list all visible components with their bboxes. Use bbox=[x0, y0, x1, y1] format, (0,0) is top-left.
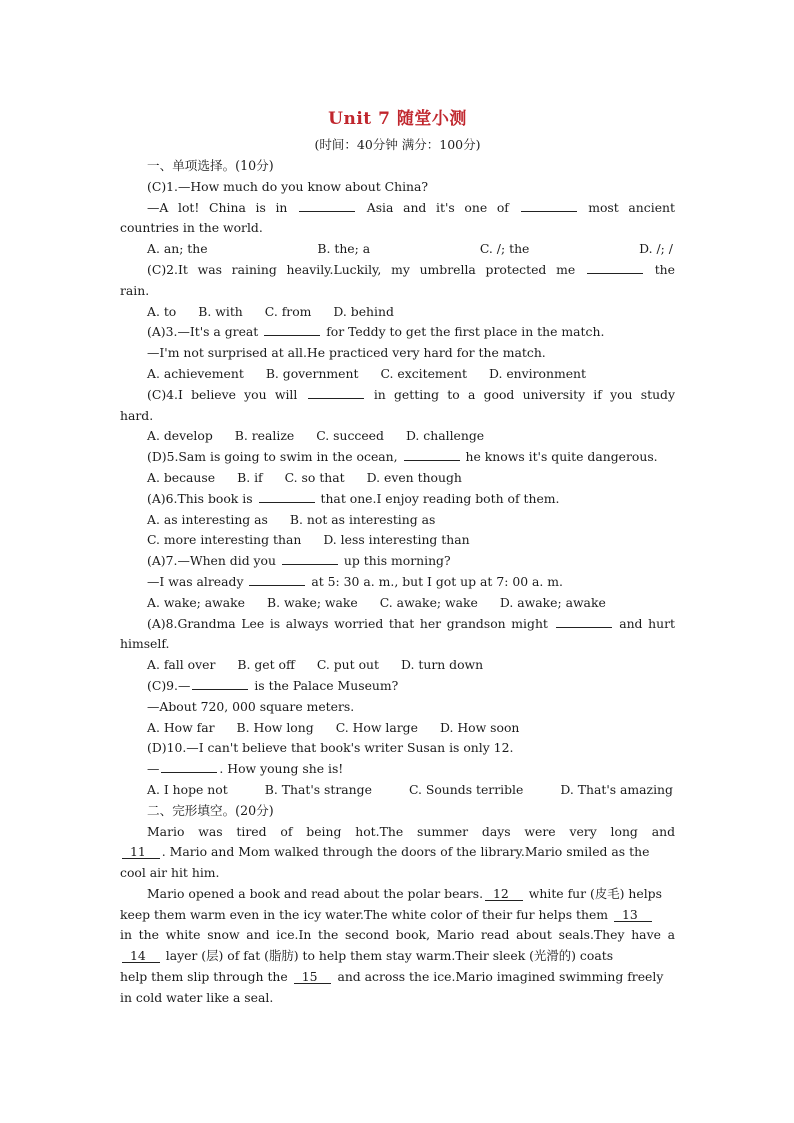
option: B. get off bbox=[237, 657, 295, 673]
option: C. awake; wake bbox=[379, 594, 478, 610]
option: A. develop bbox=[147, 428, 213, 444]
q7-stem: (A)7.—When did you up this morning? bbox=[147, 553, 451, 569]
option: A. as interesting as bbox=[147, 511, 268, 527]
option: D. behind bbox=[333, 303, 394, 319]
option: B. That's strange bbox=[264, 781, 372, 797]
option: A. fall over bbox=[147, 657, 216, 673]
q7-options bbox=[120, 593, 675, 614]
section-1-heading: 一、单项选择。(10分) bbox=[147, 158, 274, 173]
option: A. to bbox=[147, 303, 177, 319]
q2-stem: (C)2.It was raining heavily.Luckily, my umbrella protected me the bbox=[147, 261, 675, 277]
blank bbox=[259, 490, 315, 503]
worksheet bbox=[120, 104, 675, 1009]
blank-number: 15 bbox=[294, 970, 332, 984]
option: D. environment bbox=[488, 365, 587, 381]
option: A. How far bbox=[147, 719, 215, 735]
q5-options bbox=[120, 468, 675, 489]
passage-line: Mario was tired of being hot.The summer days were very long and bbox=[147, 823, 675, 839]
q2-stem-cont: rain. bbox=[120, 282, 150, 298]
q10-options bbox=[120, 780, 675, 801]
q4-stem: (C)4.I believe you will in getting to a good university if you study bbox=[147, 386, 675, 402]
q1-stem-cont: countries in the world. bbox=[120, 220, 263, 236]
option: B. with bbox=[198, 303, 243, 319]
option: C. succeed bbox=[316, 428, 384, 444]
q8-stem-cont: himself. bbox=[120, 636, 170, 652]
blank-number: 12 bbox=[485, 887, 523, 901]
option: C. so that bbox=[284, 469, 345, 485]
q1-stem: (C)1.—How much do you know about China? bbox=[147, 178, 429, 194]
blank bbox=[161, 760, 217, 773]
option: A. I hope not bbox=[147, 781, 228, 797]
q8-stem: (A)8.Grandma Lee is always worried that her grandson might and hurt bbox=[147, 615, 675, 631]
option: A. because bbox=[147, 469, 216, 485]
passage-line: in the white snow and ice.In the second book, Mario read about seals.They have a bbox=[120, 927, 675, 943]
option: D. less interesting than bbox=[323, 532, 470, 548]
option: D. /; / bbox=[639, 241, 673, 257]
q8-options bbox=[120, 655, 675, 676]
passage-line: help them slip through the 15 and across the ice.Mario imagined swimming freely bbox=[120, 969, 664, 985]
option: D. turn down bbox=[401, 657, 484, 673]
q4-stem-cont: hard. bbox=[120, 407, 154, 423]
q3-options bbox=[120, 364, 675, 385]
option: B. government bbox=[265, 365, 359, 381]
blank bbox=[521, 199, 577, 212]
passage-line: Mario opened a book and read about the polar bears. 12 white fur (皮毛) helps bbox=[147, 885, 662, 901]
blank bbox=[556, 615, 612, 628]
blank bbox=[282, 552, 338, 565]
option: C. put out bbox=[316, 657, 379, 673]
blank bbox=[299, 199, 355, 212]
page-title: Unit 7 随堂小测 bbox=[328, 109, 467, 129]
passage-line: cool air hit him. bbox=[120, 865, 220, 881]
option: D. That's amazing bbox=[560, 781, 673, 797]
option: B. if bbox=[237, 469, 263, 485]
q9-stem: (C)9.— is the Palace Museum? bbox=[147, 677, 399, 693]
q1-options bbox=[120, 239, 675, 260]
blank bbox=[192, 677, 248, 690]
option: D. How soon bbox=[439, 719, 520, 735]
q1-answer-line: —A lot! China is in Asia and it's one of most ancient bbox=[147, 199, 675, 215]
passage-line: keep them warm even in the icy water.The white color of their fur helps them 13 bbox=[120, 905, 675, 926]
option: A. achievement bbox=[147, 365, 244, 381]
q3-response: —I'm not surprised at all.He practiced very hard for the match. bbox=[147, 345, 546, 361]
passage-line: in cold water like a seal. bbox=[120, 989, 274, 1005]
option: D. challenge bbox=[405, 428, 485, 444]
option: B. How long bbox=[236, 719, 314, 735]
option: D. awake; awake bbox=[499, 594, 606, 610]
option: C. /; the bbox=[479, 241, 530, 257]
blank bbox=[587, 261, 643, 274]
option: C. Sounds terrible bbox=[408, 781, 524, 797]
option: A. an; the bbox=[147, 241, 208, 257]
q6-options-row2 bbox=[120, 530, 675, 551]
blank bbox=[308, 386, 364, 399]
option: C. How large bbox=[335, 719, 418, 735]
passage-line: 14 layer (层) of fat (脂肪) to help them stay warm.Their sleek (光滑的) coats bbox=[120, 946, 675, 967]
option: B. wake; wake bbox=[267, 594, 358, 610]
time-score-info: (时间：40分钟 满分：100分) bbox=[314, 137, 481, 152]
q10-stem: (D)10.—I can't believe that book's writer Susan is only 12. bbox=[147, 740, 514, 756]
q10-response: — . How young she is! bbox=[147, 761, 344, 777]
q6-options-row1 bbox=[120, 510, 675, 531]
q7-response: —I was already at 5: 30 a. m., but I got up at 7: 00 a. m. bbox=[147, 573, 563, 589]
option: C. more interesting than bbox=[147, 532, 302, 548]
q4-options bbox=[120, 426, 675, 447]
q9-options bbox=[120, 718, 675, 739]
option: B. the; a bbox=[317, 241, 371, 257]
option: D. even though bbox=[366, 469, 462, 485]
blank bbox=[404, 448, 460, 461]
blank-number: 13 bbox=[614, 908, 652, 922]
blank bbox=[264, 323, 320, 336]
q3-stem: (A)3.—It's a great for Teddy to get the first place in the match. bbox=[147, 324, 605, 340]
option: A. wake; awake bbox=[147, 594, 245, 610]
q2-options bbox=[120, 302, 675, 323]
blank bbox=[249, 573, 305, 586]
q5-stem: (D)5.Sam is going to swim in the ocean, he knows it's quite dangerous. bbox=[147, 449, 658, 465]
option: C. excitement bbox=[380, 365, 467, 381]
q6-stem: (A)6.This book is that one.I enjoy reading both of them. bbox=[147, 490, 560, 506]
option: B. not as interesting as bbox=[289, 511, 436, 527]
section-2-heading: 二、完形填空。(20分) bbox=[147, 802, 274, 818]
q9-response: —About 720, 000 square meters. bbox=[147, 698, 355, 714]
blank-number: 14 bbox=[122, 949, 160, 963]
option: B. realize bbox=[234, 428, 295, 444]
option: C. from bbox=[264, 303, 312, 319]
blank-number: 11 bbox=[122, 845, 160, 859]
passage-line: 11 . Mario and Mom walked through the doors of the library.Mario smiled as the bbox=[120, 842, 675, 863]
